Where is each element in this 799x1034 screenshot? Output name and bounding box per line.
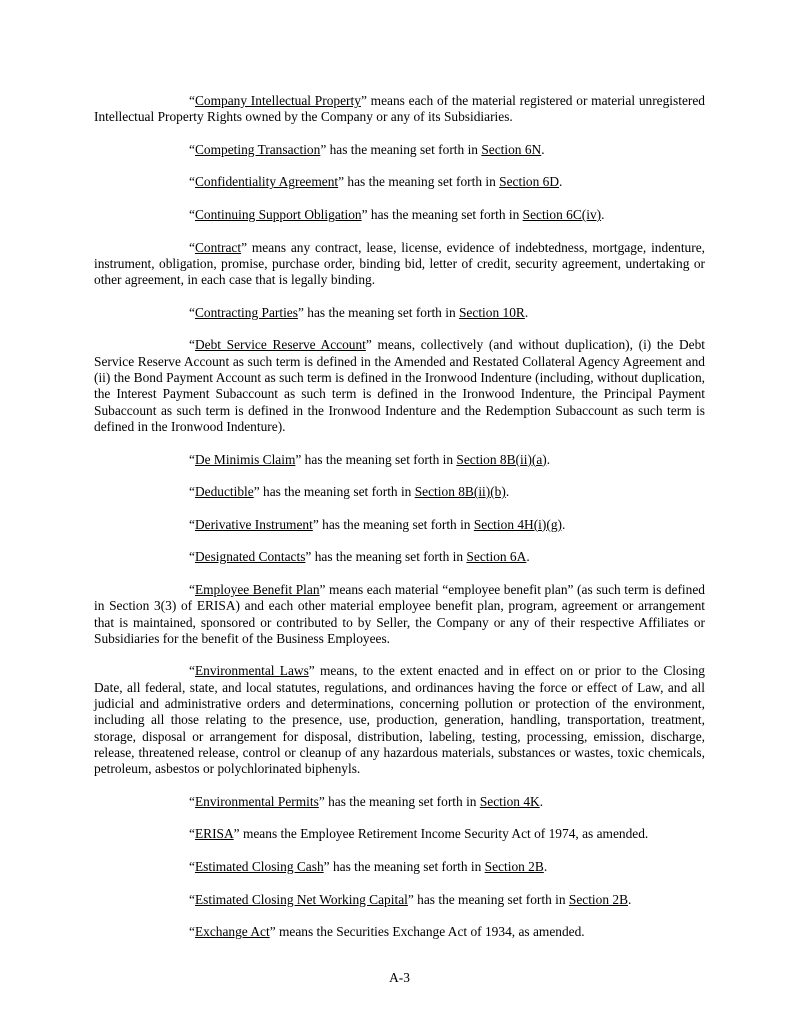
section-reference: Section 4H(i)(g) <box>473 516 562 532</box>
open-quote: “ <box>189 141 195 157</box>
open-quote: “ <box>189 663 195 679</box>
open-quote: “ <box>189 793 195 809</box>
defined-term: ERISA <box>194 826 234 842</box>
open-quote: “ <box>189 516 195 532</box>
definition-text: ” has the meaning set forth in <box>361 207 523 223</box>
open-quote: “ <box>189 858 195 874</box>
sentence-end: . <box>541 141 545 157</box>
open-quote: “ <box>189 451 195 467</box>
definition-entry <box>94 174 705 190</box>
open-quote: “ <box>189 826 195 842</box>
definition-entry <box>94 93 705 126</box>
sentence-end: . <box>543 858 548 874</box>
defined-term: Designated Contacts <box>194 549 306 565</box>
document-body <box>94 93 705 957</box>
defined-term: Derivative Instrument <box>194 516 313 532</box>
page-number: A-3 <box>389 970 410 985</box>
open-quote: “ <box>189 581 195 597</box>
open-quote: “ <box>189 304 195 320</box>
definition-entry <box>94 582 705 647</box>
defined-term: Exchange Act <box>194 924 270 940</box>
section-reference: Section 10R <box>458 304 525 320</box>
sentence-end: . <box>561 516 566 532</box>
open-quote: “ <box>189 891 195 907</box>
defined-term: Estimated Closing Cash <box>194 858 324 874</box>
open-quote: “ <box>189 207 195 223</box>
defined-term: Confidentiality Agreement <box>194 174 339 190</box>
open-quote: “ <box>189 924 195 940</box>
defined-term: Deductible <box>194 484 254 500</box>
defined-term: Company Intellectual Property <box>194 93 361 108</box>
definition-text: ” has the meaning set forth in <box>312 516 474 532</box>
definition-text: ” means the Employee Retirement Income Security Act of 1974, as amended. <box>233 826 649 842</box>
open-quote: “ <box>189 337 195 353</box>
section-reference: Section 6N <box>481 141 542 157</box>
definition-text: ” has the meaning set forth in <box>295 451 457 467</box>
defined-term: Contract <box>194 239 242 255</box>
open-quote: “ <box>189 484 195 500</box>
definition-text: ” means each material “employee benefit plan” (as such term is defined in Section 3(3) of ERISA) and each other material employee benefit plan, program, agreement or arrangement that is maintained, sponsored or contributed to by Seller, the Company or any of their respective Affiliates or Subsidiaries for the benefit of the Business Employees. <box>94 581 705 646</box>
section-reference: Section 6D <box>499 174 560 190</box>
definition-entry <box>94 142 705 158</box>
open-quote: “ <box>189 549 195 565</box>
definition-text: ” has the meaning set forth in <box>407 891 569 907</box>
definition-entry <box>94 337 705 435</box>
definition-entry <box>94 305 705 321</box>
section-reference: Section 6C(iv) <box>522 207 602 223</box>
definition-text: ” means the Securities Exchange Act of 1934, as amended. <box>269 924 585 940</box>
defined-term: Debt Service Reserve Account <box>194 337 366 353</box>
definition-entry <box>94 549 705 565</box>
definition-text: ” has the meaning set forth in <box>318 793 480 809</box>
open-quote: “ <box>189 174 195 190</box>
defined-term: Competing Transaction <box>194 141 321 157</box>
defined-term: Employee Benefit Plan <box>194 581 320 597</box>
defined-term: Environmental Permits <box>194 793 319 809</box>
defined-term: Continuing Support Obligation <box>194 207 362 223</box>
defined-term: Estimated Closing Net Working Capital <box>194 891 408 907</box>
definition-entry <box>94 924 705 940</box>
definition-text: ” means, collectively (and without duplication), (i) the Debt Service Reserve Account as such term is defined in the Amended and Restated Collateral Agency Agreement and (ii) the Bond Payment Account as such term is defined in the Ironwood Indenture (including, without duplication, the Interest Payment Subaccount as such term is defined in the Ironwood Indenture, the Principal Payment Subaccount as such term is defined in the Ironwood Indenture and the Redemption Subaccount as such term is defined in the Ironwood Indenture). <box>94 337 705 434</box>
definition-entry <box>94 452 705 468</box>
definition-entry <box>94 663 705 777</box>
open-quote: “ <box>189 93 195 108</box>
sentence-end: . <box>559 174 563 190</box>
sentence-end: . <box>546 451 551 467</box>
definition-text: ” means any contract, lease, license, evidence of indebtedness, mortgage, indenture, instrument, obligation, promise, purchase order, binding bid, letter of credit, security agreement, undertaking or other agreement, in each case that is legally binding. <box>94 239 705 288</box>
defined-term: De Minimis Claim <box>194 451 296 467</box>
section-reference: Section 4K <box>479 793 540 809</box>
definition-entry <box>94 207 705 223</box>
definition-text: ” has the meaning set forth in <box>305 549 467 565</box>
section-reference: Section 8B(ii)(b) <box>414 484 506 500</box>
defined-term: Environmental Laws <box>194 663 309 679</box>
section-reference: Section 6A <box>466 549 527 565</box>
sentence-end: . <box>628 891 632 907</box>
section-reference: Section 2B <box>568 891 629 907</box>
section-reference: Section 2B <box>484 858 544 874</box>
definition-text: ” means each of the material registered or material unregistered Intellectual Property Rights owned by the Company or any of its Subsidiaries. <box>94 93 706 125</box>
definition-entry <box>94 826 705 842</box>
section-reference: Section 8B(ii)(a) <box>456 451 547 467</box>
sentence-end: . <box>524 304 529 320</box>
definition-text: ” has the meaning set forth in <box>320 141 482 157</box>
defined-term: Contracting Parties <box>194 304 298 320</box>
definition-text: ” has the meaning set forth in <box>253 484 415 500</box>
definition-entry <box>94 484 705 500</box>
definition-text: ” has the meaning set forth in <box>297 304 459 320</box>
sentence-end: . <box>601 207 605 223</box>
definition-text: ” means, to the extent enacted and in effect on or prior to the Closing Date, all federal, state, and local statutes, regulations, and ordinances having the force or effect of Law, and all judicial and administrative orders and determinations, concerning pollution or protection of the environment, including all those relating to the presence, use, production, generation, handling, transportation, treatment, storage, disposal or arrangement for disposal, distribution, labeling, testing, processing, emission, discharge, release, threatened release, control or cleanup of any hazardous materials, substances or wastes, toxic chemicals, petroleum, asbestos or polychlorinated biphenyls. <box>94 663 705 777</box>
definition-entry <box>94 794 705 810</box>
sentence-end: . <box>505 484 510 500</box>
definition-entry <box>94 892 705 908</box>
definition-entry <box>94 517 705 533</box>
definition-text: ” has the meaning set forth in <box>338 174 500 190</box>
definition-entry <box>94 859 705 875</box>
definition-entry <box>94 240 705 289</box>
sentence-end: . <box>539 793 544 809</box>
sentence-end: . <box>526 549 530 565</box>
definition-text: ” has the meaning set forth in <box>323 858 485 874</box>
open-quote: “ <box>189 239 195 255</box>
